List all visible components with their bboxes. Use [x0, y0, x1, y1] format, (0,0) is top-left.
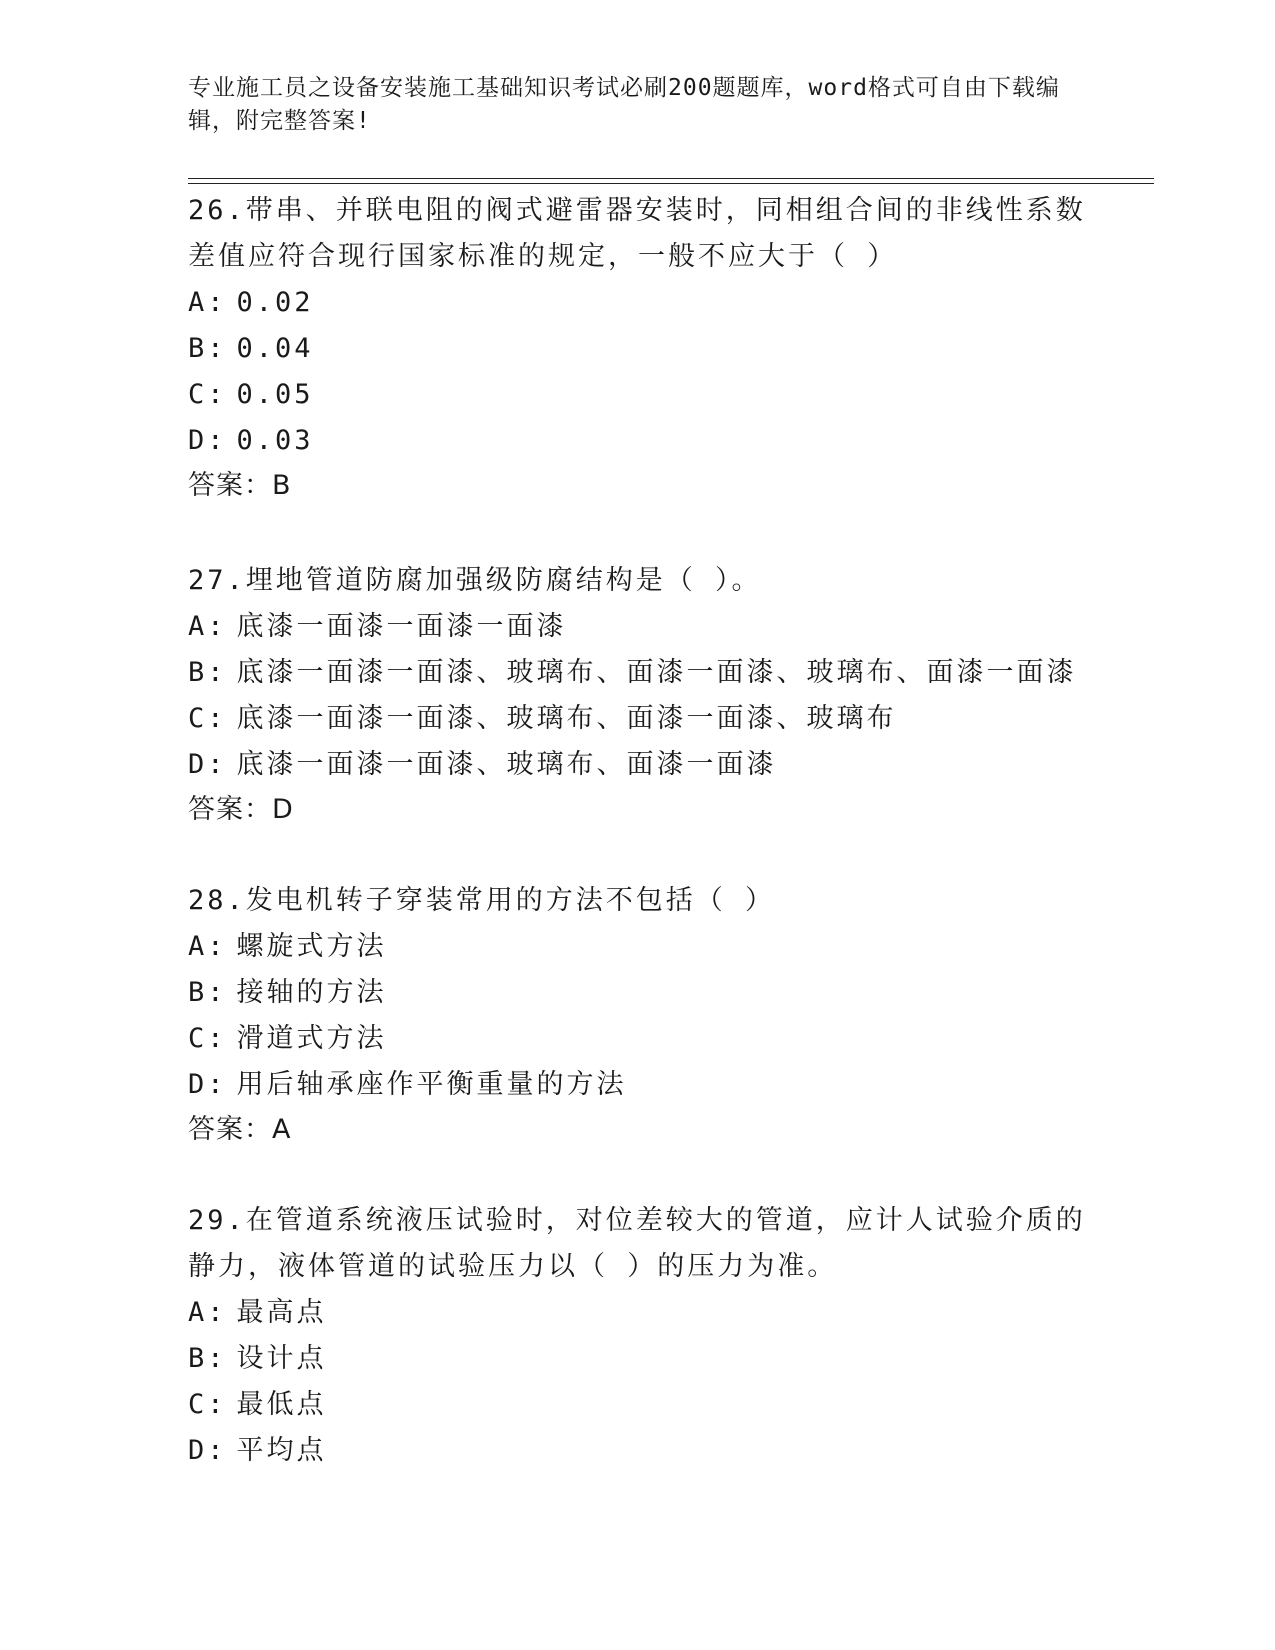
option-text: 底漆一面漆一面漆、玻璃布、面漆一面漆、玻璃布 — [236, 703, 897, 734]
option-key: D: — [188, 749, 227, 780]
option-key: D: — [188, 1069, 227, 1100]
option-text: 螺旋式方法 — [236, 931, 387, 962]
option-key: B: — [188, 657, 227, 688]
option-key: A: — [188, 287, 227, 318]
option-c — [188, 696, 1088, 742]
option-text: 0.02 — [236, 287, 314, 318]
question-answer: 答案：B — [188, 470, 292, 501]
question-stem: 29.在管道系统液压试验时，对位差较大的管道，应计人试验介质的静力，液体管道的试验压力以（ ）的压力为准。 — [188, 1205, 1086, 1282]
option-a — [188, 604, 1088, 650]
option-key: A: — [188, 611, 227, 642]
option-key: C: — [188, 379, 227, 410]
option-text: 最低点 — [236, 1389, 327, 1420]
option-b — [188, 970, 1088, 1016]
option-a — [188, 280, 1088, 326]
question-28 — [188, 878, 1088, 1152]
question-stem: 26.带串、并联电阻的阀式避雷器安装时，同相组合间的非线性系数差值应符合现行国家标准的规定，一般不应大于（ ） — [188, 195, 1086, 272]
option-text: 底漆一面漆一面漆一面漆 — [236, 611, 567, 642]
option-key: B: — [188, 333, 227, 364]
option-text: 用后轴承座作平衡重量的方法 — [236, 1069, 627, 1100]
option-text: 滑道式方法 — [236, 1023, 387, 1054]
question-answer: 答案：A — [188, 1114, 292, 1145]
option-text: 底漆一面漆一面漆、玻璃布、面漆一面漆 — [236, 749, 777, 780]
option-key: C: — [188, 1023, 227, 1054]
question-27 — [188, 558, 1088, 832]
option-d — [188, 418, 1088, 464]
option-key: C: — [188, 703, 227, 734]
question-26 — [188, 188, 1088, 508]
option-text: 0.03 — [236, 425, 314, 456]
option-b — [188, 326, 1088, 372]
option-text: 最高点 — [236, 1297, 327, 1328]
option-text: 平均点 — [236, 1435, 327, 1466]
option-d — [188, 1428, 1088, 1474]
header-rule-top — [188, 178, 1154, 179]
option-b — [188, 1336, 1088, 1382]
option-c — [188, 372, 1088, 418]
option-key: B: — [188, 1343, 227, 1374]
option-a — [188, 924, 1088, 970]
option-text: 接轴的方法 — [236, 977, 387, 1008]
question-stem: 27.埋地管道防腐加强级防腐结构是（ ）。 — [188, 565, 762, 596]
option-key: A: — [188, 931, 227, 962]
option-key: B: — [188, 977, 227, 1008]
question-29 — [188, 1198, 1088, 1474]
option-b — [188, 650, 1088, 696]
question-answer: 答案：D — [188, 794, 294, 825]
document-header: 专业施工员之设备安装施工基础知识考试必刷200题题库，word格式可自由下载编辑，附完整答案! — [188, 75, 1060, 134]
option-text: 0.05 — [236, 379, 314, 410]
option-key: C: — [188, 1389, 227, 1420]
option-d — [188, 742, 1088, 788]
option-text: 底漆一面漆一面漆、玻璃布、面漆一面漆、玻璃布、面漆一面漆 — [236, 657, 1077, 688]
option-key: D: — [188, 425, 227, 456]
option-d — [188, 1062, 1088, 1108]
option-a — [188, 1290, 1088, 1336]
question-stem: 28.发电机转子穿装常用的方法不包括（ ） — [188, 885, 776, 916]
option-text: 设计点 — [236, 1343, 327, 1374]
option-c — [188, 1016, 1088, 1062]
option-key: D: — [188, 1435, 227, 1466]
option-text: 0.04 — [236, 333, 314, 364]
option-key: A: — [188, 1297, 227, 1328]
option-c — [188, 1382, 1088, 1428]
header-rule-bottom — [188, 183, 1154, 184]
